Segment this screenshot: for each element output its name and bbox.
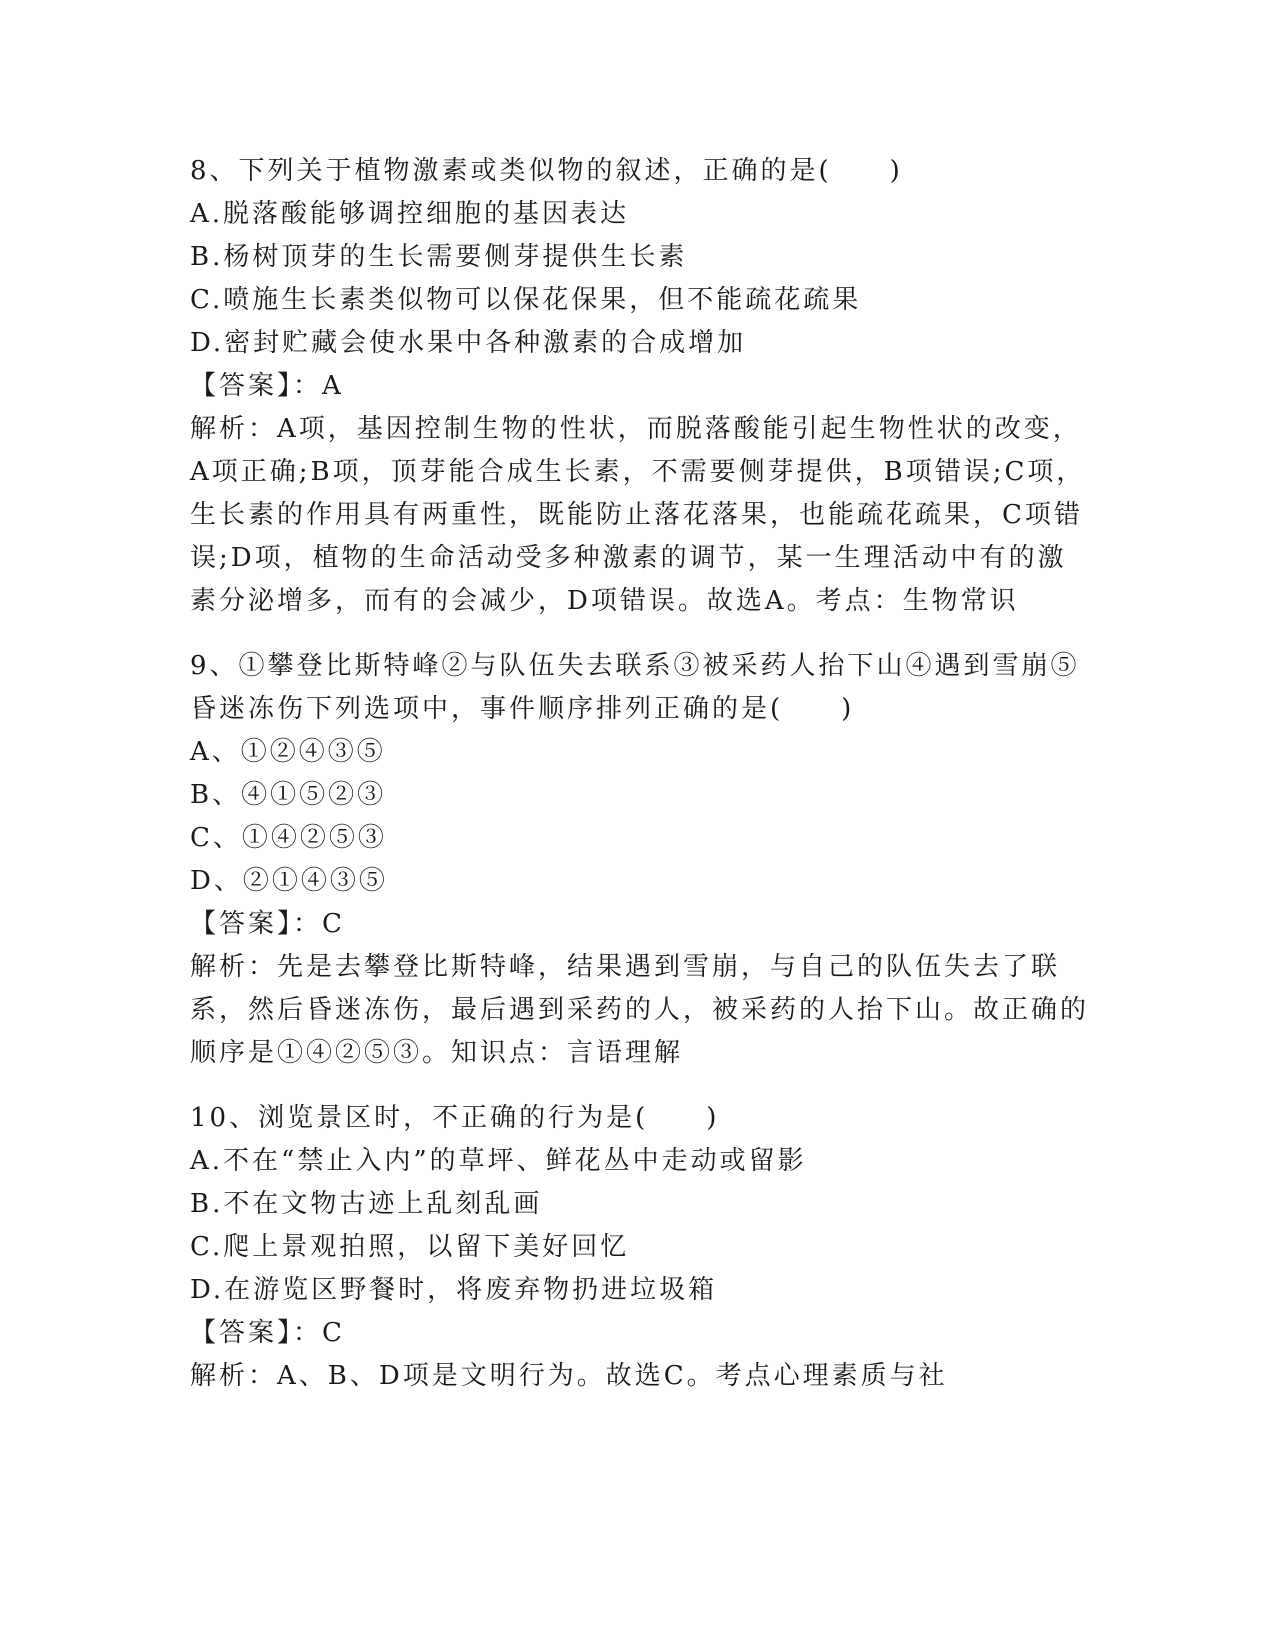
analysis: 解析：A、B、D项是文明行为。故选C。考点心理素质与社 [190, 1361, 948, 1391]
question-9 [190, 645, 1090, 1075]
question-spacer [190, 623, 1090, 645]
option-c: C.爬上景观拍照，以留下美好回忆 [190, 1232, 630, 1262]
document-page [190, 150, 1090, 1398]
option-b: B.杨树顶芽的生长需要侧芽提供生长素 [190, 242, 688, 272]
question-stem: 10、浏览景区时，不正确的行为是( ) [190, 1103, 720, 1133]
option-b: B、④①⑤②③ [190, 780, 387, 810]
option-c: C.喷施生长素类似物可以保花保果，但不能疏花疏果 [190, 285, 862, 315]
option-b: B.不在文物古迹上乱刻乱画 [190, 1189, 543, 1219]
question-stem: 9、①攀登比斯特峰②与队伍失去联系③被采药人抬下山④遇到雪崩⑤昏迷冻伤下列选项中，事件顺序排列正确的是( ) [190, 651, 1080, 724]
question-spacer [190, 1075, 1090, 1097]
option-a: A、①②④③⑤ [190, 737, 386, 767]
answer: 【答案】：C [190, 1318, 345, 1348]
question-10 [190, 1097, 1090, 1398]
option-a: A.脱落酸能够调控细胞的基因表达 [190, 199, 630, 229]
option-a: A.不在“禁止入内”的草坪、鲜花丛中走动或留影 [190, 1146, 807, 1176]
question-8 [190, 150, 1090, 623]
option-d: D、②①④③⑤ [190, 866, 388, 896]
option-c: C、①④②⑤③ [190, 823, 387, 853]
analysis: 解析：先是去攀登比斯特峰，结果遇到雪崩，与自己的队伍失去了联系，然后昏迷冻伤，最后遇到采药的人，被采药的人抬下山。故正确的顺序是①④②⑤③。知识点：言语理解 [190, 952, 1090, 1068]
answer: 【答案】：A [190, 371, 344, 401]
option-d: D.密封贮藏会使水果中各种激素的合成增加 [190, 328, 747, 358]
answer: 【答案】：C [190, 909, 345, 939]
question-stem: 8、下列关于植物激素或类似物的叙述，正确的是( ) [190, 156, 903, 186]
option-d: D.在游览区野餐时，将废弃物扔进垃圾箱 [190, 1275, 718, 1305]
analysis: 解析：A项，基因控制生物的性状，而脱落酸能引起生物性状的改变，A项正确;B项，顶芽能合成生长素，不需要侧芽提供，B项错误;C项，生长素的作用具有两重性，既能防止落花落果，也能疏花疏果，C项错误;D项，植物的生命活动受多种激素的调节，某一生理活动中有的激素分泌增多，而有的会减少，D项错误。故选A。考点：生物常识 [190, 414, 1086, 616]
